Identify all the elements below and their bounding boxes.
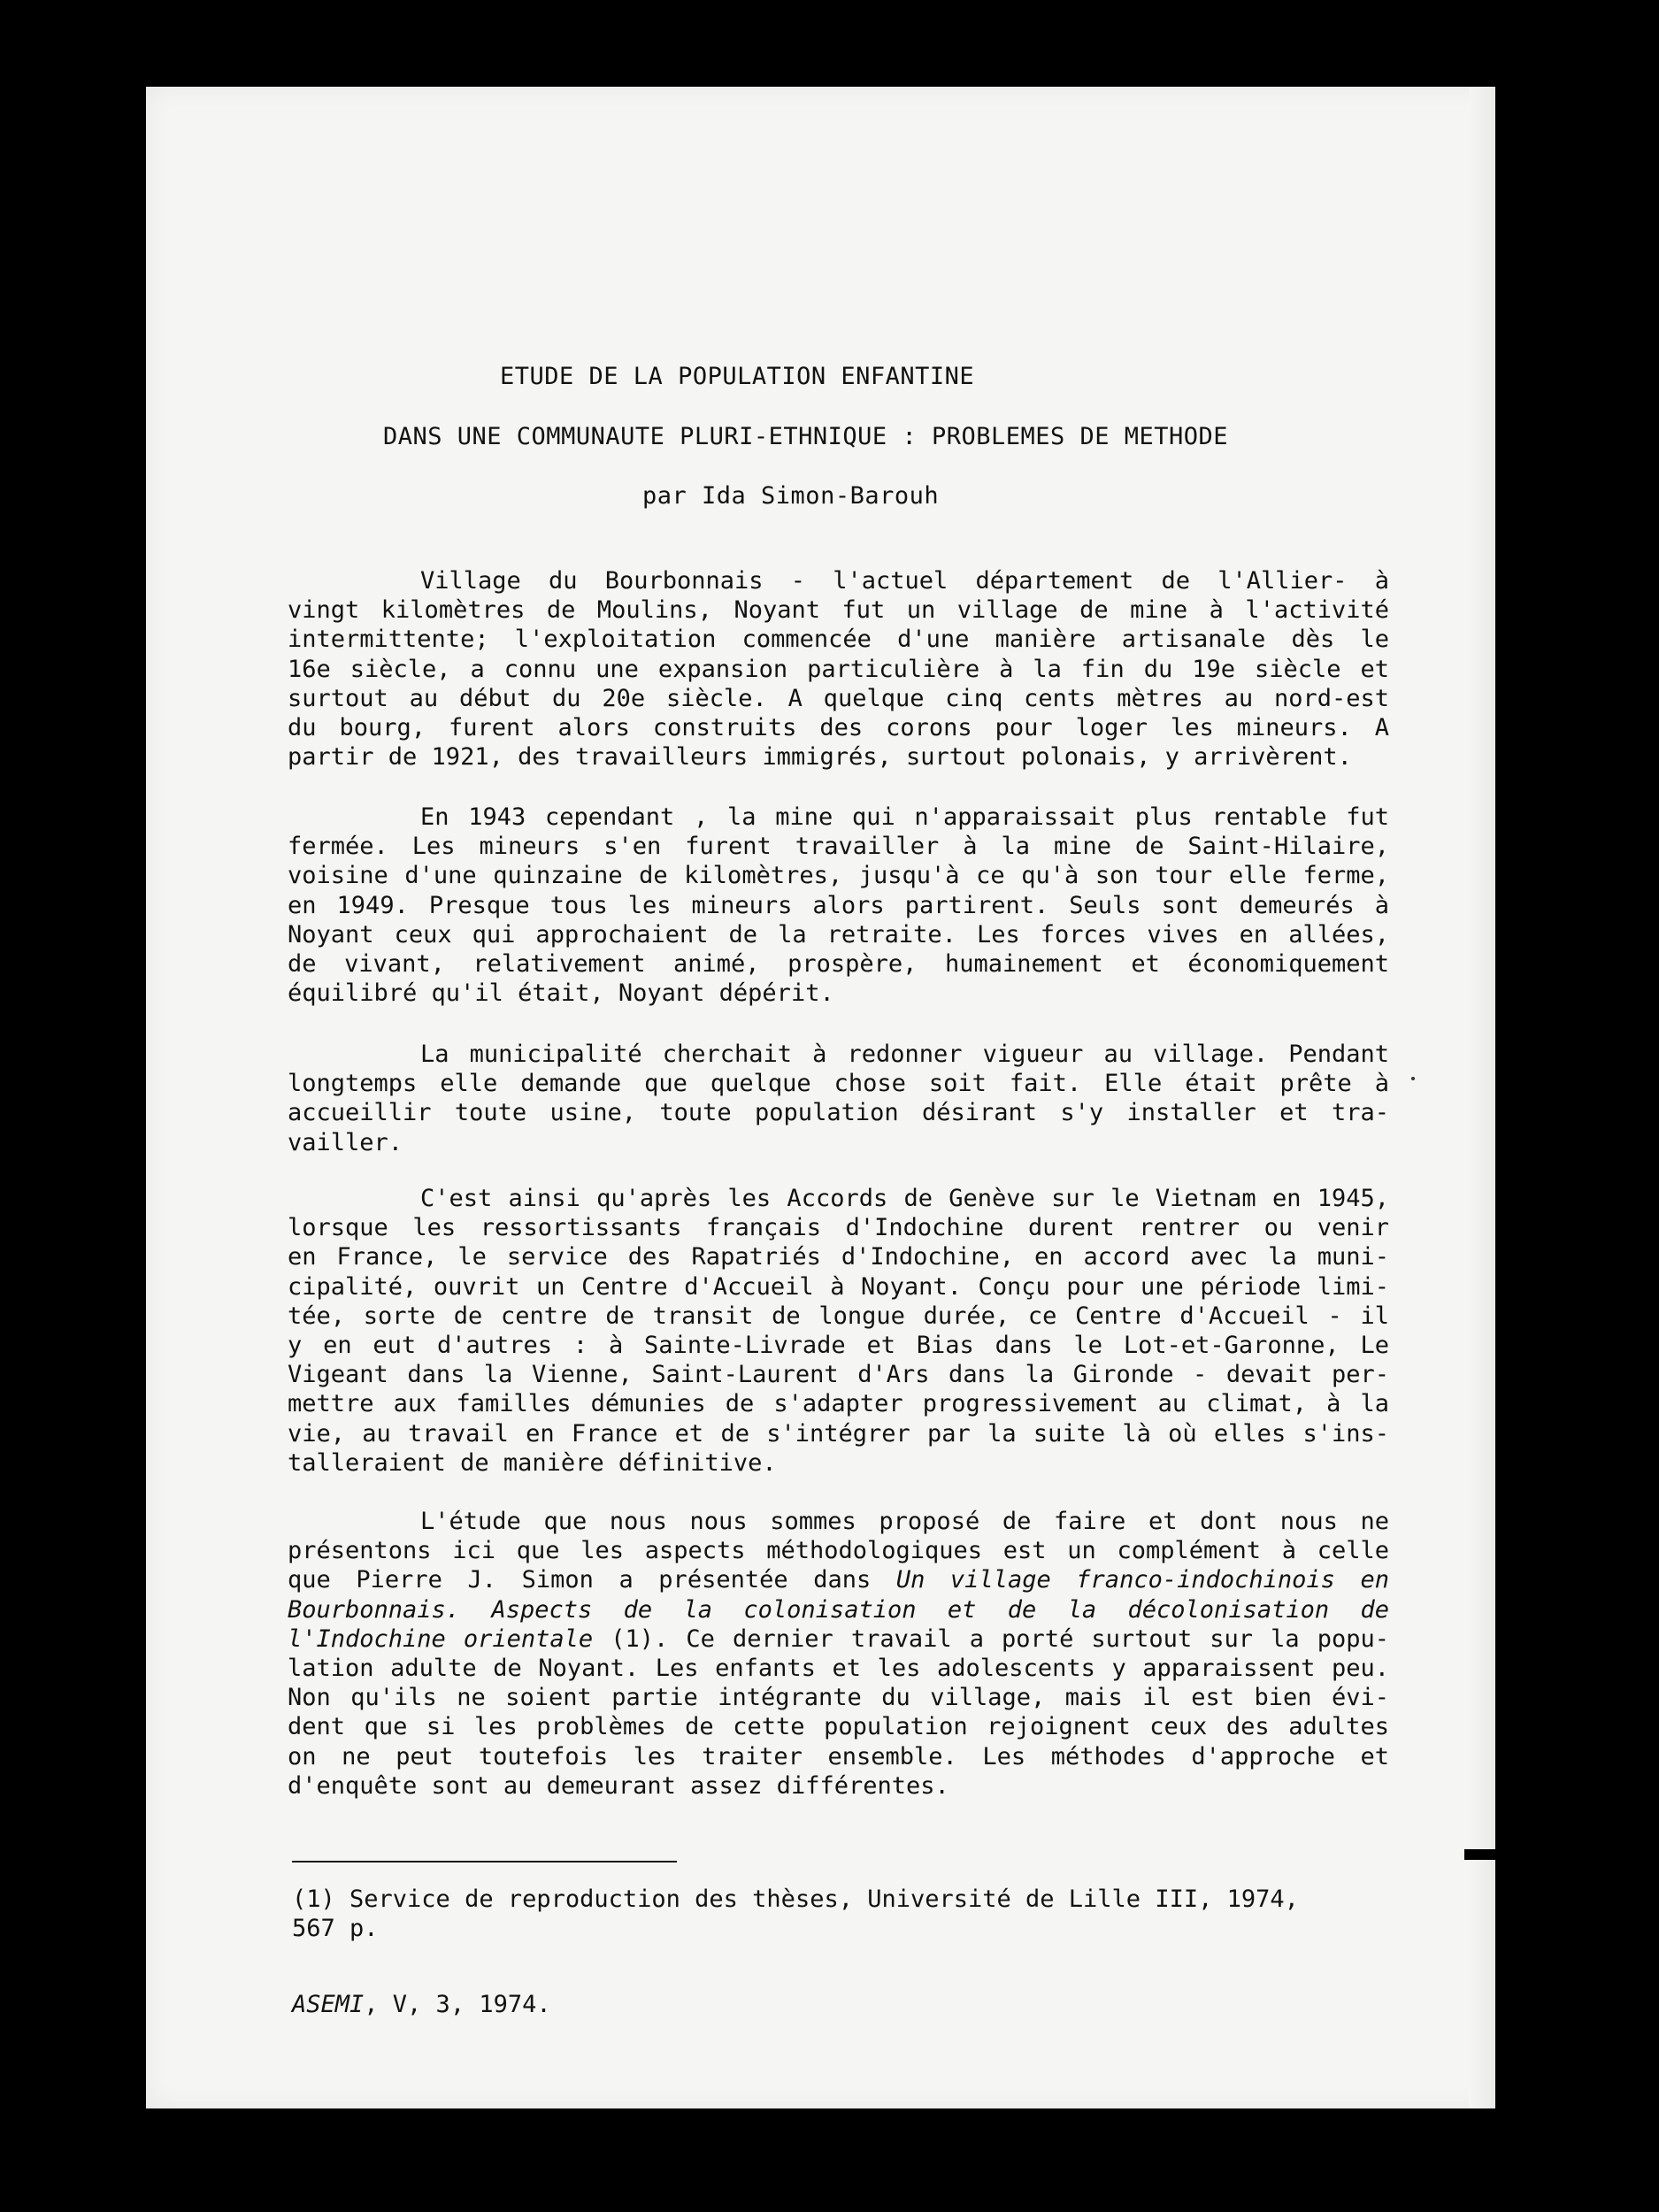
paragraph-line: fermée. Les mineurs s'en furent travailler à la mine de Saint-Hilaire, [288,833,1389,861]
paragraph-line: Village du Bourbonnais - l'actuel département de l'Allier- à [420,567,1389,595]
paragraph-line: on ne peut toutefois les traiter ensemble. Les méthodes d'approche et [288,1742,1389,1770]
paragraph-line: d'enquête sont au demeurant assez différentes. [288,1771,949,1800]
paragraph-line: voisine d'une quinzaine de kilomètres, jusqu'à ce qu'à son tour elle ferme, [288,862,1389,890]
paragraph-line: en 1949. Presque tous les mineurs alors partirent. Seuls sont demeurés à [288,891,1389,919]
paragraph-line: L'étude que nous nous sommes proposé de faire et dont nous ne [420,1508,1389,1535]
paragraph-line [288,1565,1389,1594]
book-title-segment: Un village franco-indochinois en [895,1566,1389,1594]
paragraph-3 [288,1040,1389,1157]
paragraph-line: vie, au travail en France et de s'intégrer par la suite là où elles s'ins- [288,1419,1389,1448]
paragraph-line: mettre aux familles démunies de s'adapter progressivement au climat, à la [288,1390,1389,1418]
paragraph-line: 16e siècle, a connu une expansion particulière à la fin du 19e siècle et [288,655,1389,683]
paragraph-line: cipalité, ouvrit un Centre d'Accueil à Noyant. Conçu pour une période limi- [288,1272,1389,1301]
paragraph-line: En 1943 cependant , la mine qui n'apparaissait plus rentable fut [420,803,1389,831]
paragraph-2 [288,803,1389,1008]
paragraph-line: C'est ainsi qu'après les Accords de Genève sur le Vietnam en 1945, [420,1185,1389,1212]
paragraph-line [288,1624,1389,1654]
paragraph-line: lation adulte de Noyant. Les enfants et les adolescents y apparaissent peu. [288,1655,1389,1683]
author-line: par Ida Simon-Barouh [642,482,940,510]
journal-citation [292,1991,551,2018]
title-line-2: DANS UNE COMMUNAUTE PLURI-ETHNIQUE : PROBLEMES DE METHODE [383,423,1229,450]
paragraph-line: surtout au début du 20e siècle. A quelque cinq cents mètres au nord-est [288,684,1389,712]
journal-name: ASEMI [292,1991,365,2018]
book-title-line: Bourbonnais. Aspects de la colonisation et de la décolonisation de [288,1595,1389,1624]
paragraph-1 [288,566,1389,772]
paragraph-line: vingt kilomètres de Moulins, Noyant fut un village de mine à l'activité [288,596,1389,625]
text-segment: que Pierre J. Simon a présentée dans [288,1566,896,1594]
paragraph-line: talleraient de manière définitive. [288,1448,777,1477]
paragraph-line: Non qu'ils ne soient partie intégrante du village, mais il est bien évi- [288,1684,1389,1712]
paragraph-line: lorsque les ressortissants français d'Indochine durent rentrer ou venir [288,1214,1389,1242]
paragraph-line: partir de 1921, des travailleurs immigrés, surtout polonais, y arrivèrent. [288,743,1352,772]
ink-speck [1411,1077,1415,1080]
footnote-line: 567 p. [292,1915,379,1942]
paragraph-line: dent que si les problèmes de cette population rejoignent ceux des adultes [288,1713,1389,1741]
book-title-segment: l'Indochine orientale [288,1624,594,1653]
paragraph-line: tée, sorte de centre de transit de longue durée, ce Centre d'Accueil - il [288,1302,1389,1330]
paragraph-5 [288,1507,1389,1801]
footnote-divider [292,1861,677,1863]
paragraph-line: Noyant ceux qui approchaient de la retraite. Les forces vives en allées, [288,920,1389,949]
paragraph-line: de vivant, relativement animé, prospère, humainement et économiquement [288,950,1389,979]
text-segment: (1). Ce dernier travail a porté surtout sur la popu- [593,1624,1389,1653]
citation-details: , V, 3, 1974. [364,1991,551,2018]
paragraph-line: y en eut d'autres : à Sainte-Livrade et Bias dans le Lot-et-Garonne, Le [288,1332,1389,1360]
page-edge [1469,87,1495,2108]
paragraph-line: longtemps elle demande que quelque chose soit fait. Elle était prête à [288,1070,1389,1098]
paragraph-line: en France, le service des Rapatriés d'Indochine, en accord avec la muni- [288,1243,1389,1271]
paragraph-line: Vigeant dans la Vienne, Saint-Laurent d'Ars dans la Gironde - devait per- [288,1361,1389,1389]
paragraph-4 [288,1184,1389,1478]
margin-mark [1464,1849,1500,1860]
title-line-1: ETUDE DE LA POPULATION ENFANTINE [500,363,975,390]
paragraph-line: intermittente; l'exploitation commencée d'une manière artisanale dès le [288,626,1389,654]
paragraph-line: vailler. [288,1128,403,1156]
paragraph-line: du bourg, furent alors construits des corons pour loger les mineurs. A [288,714,1389,742]
footnote-line: (1) Service de reproduction des thèses, Université de Lille III, 1974, [292,1886,1299,1913]
paragraph-line: La municipalité cherchait à redonner vigueur au village. Pendant [420,1041,1389,1068]
paragraph-line: présentons ici que les aspects méthodologiques est un complément à celle [288,1537,1389,1565]
paragraph-line: accueillir toute usine, toute population désirant s'y installer et tra- [288,1099,1389,1127]
footnote [292,1885,1310,1943]
paragraph-line: équilibré qu'il était, Noyant dépérit. [288,979,834,1008]
